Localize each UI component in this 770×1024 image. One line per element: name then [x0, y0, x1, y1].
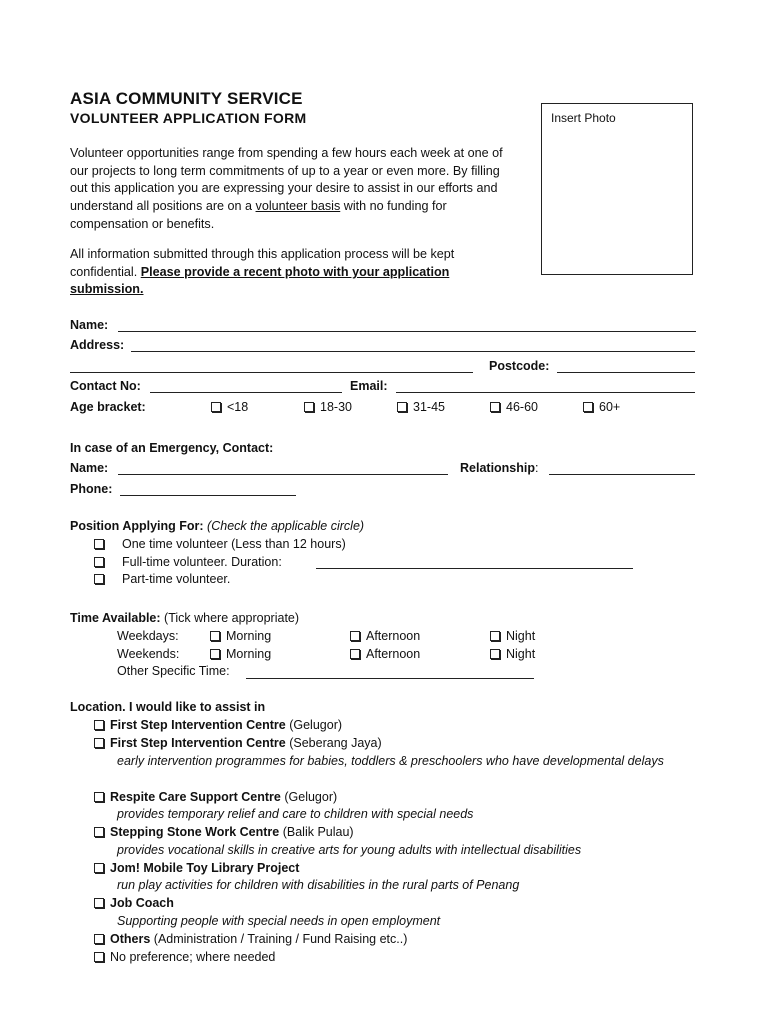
age-option-18-30[interactable]: 18-30	[304, 400, 352, 414]
name-label: Name:	[70, 318, 109, 332]
intro-text-a: Volunteer opportunities range from spending a few hours each week at one of our projects to long term commitments of up to a year or even more. By filling out this application you are expressing your desire to assist in our efforts and understand all positions are on a	[70, 146, 503, 214]
checkbox-icon	[397, 402, 407, 412]
position-part-time[interactable]: Part-time volunteer.	[94, 572, 230, 586]
emergency-heading: In case of an Emergency, Contact:	[70, 441, 274, 455]
location-desc-stepping-stone: provides vocational skills in creative arts for young adults with intellectual disabilities	[117, 843, 582, 857]
emergency-phone-label: Phone:	[70, 482, 113, 496]
relationship-label: Relationship:	[460, 461, 539, 475]
form-title: VOLUNTEER APPLICATION FORM	[70, 110, 307, 126]
age-option-60-plus[interactable]: 60+	[583, 400, 620, 414]
checkbox-icon	[94, 792, 104, 802]
photo-box[interactable]	[541, 103, 693, 275]
location-stepping-stone[interactable]: Stepping Stone Work Centre (Balik Pulau)	[94, 825, 354, 839]
contact-label: Contact No:	[70, 379, 141, 393]
checkbox-icon	[304, 402, 314, 412]
location-first-step-seberang[interactable]: First Step Intervention Centre (Seberang Jaya)	[94, 736, 382, 750]
weekends-label: Weekends:	[117, 647, 180, 661]
position-heading: Position Applying For: (Check the applicable circle)	[70, 519, 365, 533]
weekday-afternoon[interactable]: Afternoon	[350, 629, 420, 643]
checkbox-icon	[211, 402, 221, 412]
checkbox-icon	[94, 863, 104, 873]
checkbox-icon	[94, 557, 104, 567]
other-time-field[interactable]	[246, 678, 534, 679]
intro-text-b: with no funding for compensation or benefits.	[70, 199, 447, 231]
checkbox-icon	[94, 539, 104, 549]
relationship-field[interactable]	[549, 474, 695, 475]
weekend-night[interactable]: Night	[490, 647, 535, 661]
weekend-afternoon[interactable]: Afternoon	[350, 647, 420, 661]
intro-paragraph	[70, 145, 520, 234]
time-heading: Time Available: (Tick where appropriate)	[70, 611, 300, 625]
location-desc-job-coach: Supporting people with special needs in open employment	[117, 914, 441, 928]
contact-field[interactable]	[150, 392, 342, 393]
location-desc-respite: provides temporary relief and care to children with special needs	[117, 807, 474, 821]
org-title: ASIA COMMUNITY SERVICE	[70, 89, 303, 108]
weekday-night[interactable]: Night	[490, 629, 535, 643]
location-first-step-gelugor[interactable]: First Step Intervention Centre (Gelugor)	[94, 718, 342, 732]
emergency-name-field[interactable]	[118, 474, 448, 475]
emergency-name-label: Name:	[70, 461, 109, 475]
location-desc-first-step: early intervention programmes for babies, toddlers & preschoolers who have developmental delays	[117, 754, 664, 768]
volunteer-basis-text: volunteer basis	[255, 199, 341, 214]
weekday-morning[interactable]: Morning	[210, 629, 271, 643]
age-option-46-60[interactable]: 46-60	[490, 400, 538, 414]
checkbox-icon	[94, 934, 104, 944]
email-label: Email:	[350, 379, 388, 393]
age-option-under-18[interactable]: <18	[211, 400, 248, 414]
address-field-line2[interactable]	[70, 372, 473, 373]
location-no-preference[interactable]: No preference; where needed	[94, 950, 275, 964]
checkbox-icon	[94, 720, 104, 730]
checkbox-icon	[94, 738, 104, 748]
checkbox-icon	[490, 631, 500, 641]
location-desc-jom-mobile: run play activities for children with disabilities in the rural parts of Penang	[117, 878, 520, 892]
address-label: Address:	[70, 338, 125, 352]
photo-notice: Please provide a recent photo with your application submission.	[70, 264, 450, 297]
weekdays-label: Weekdays:	[117, 629, 179, 643]
address-field-line1[interactable]	[131, 351, 695, 352]
location-respite-care[interactable]: Respite Care Support Centre (Gelugor)	[94, 790, 337, 804]
emergency-phone-field[interactable]	[120, 495, 296, 496]
checkbox-icon	[210, 631, 220, 641]
email-field[interactable]	[396, 392, 695, 393]
checkbox-icon	[210, 649, 220, 659]
checkbox-icon	[583, 402, 593, 412]
confidential-text: All information submitted through this application process will be kept confidential.	[70, 247, 455, 279]
location-others[interactable]: Others (Administration / Training / Fund Raising etc..)	[94, 932, 407, 946]
photo-label: Insert Photo	[551, 111, 616, 125]
checkbox-icon	[490, 649, 500, 659]
location-heading: Location. I would like to assist in	[70, 700, 266, 714]
checkbox-icon	[94, 952, 104, 962]
position-full-time[interactable]: Full-time volunteer. Duration:	[94, 555, 282, 569]
postcode-label: Postcode:	[489, 359, 550, 373]
checkbox-icon	[94, 827, 104, 837]
other-time-label: Other Specific Time:	[117, 664, 230, 678]
checkbox-icon	[350, 631, 360, 641]
confidential-paragraph	[70, 246, 525, 299]
age-option-31-45[interactable]: 31-45	[397, 400, 445, 414]
position-one-time[interactable]: One time volunteer (Less than 12 hours)	[94, 537, 346, 551]
location-job-coach[interactable]: Job Coach	[94, 896, 174, 910]
location-jom-mobile[interactable]: Jom! Mobile Toy Library Project	[94, 861, 299, 875]
weekend-morning[interactable]: Morning	[210, 647, 271, 661]
duration-field[interactable]	[316, 568, 633, 569]
name-field[interactable]	[118, 331, 696, 332]
checkbox-icon	[350, 649, 360, 659]
checkbox-icon	[490, 402, 500, 412]
checkbox-icon	[94, 898, 104, 908]
age-label: Age bracket:	[70, 400, 146, 414]
checkbox-icon	[94, 574, 104, 584]
postcode-field[interactable]	[557, 372, 695, 373]
